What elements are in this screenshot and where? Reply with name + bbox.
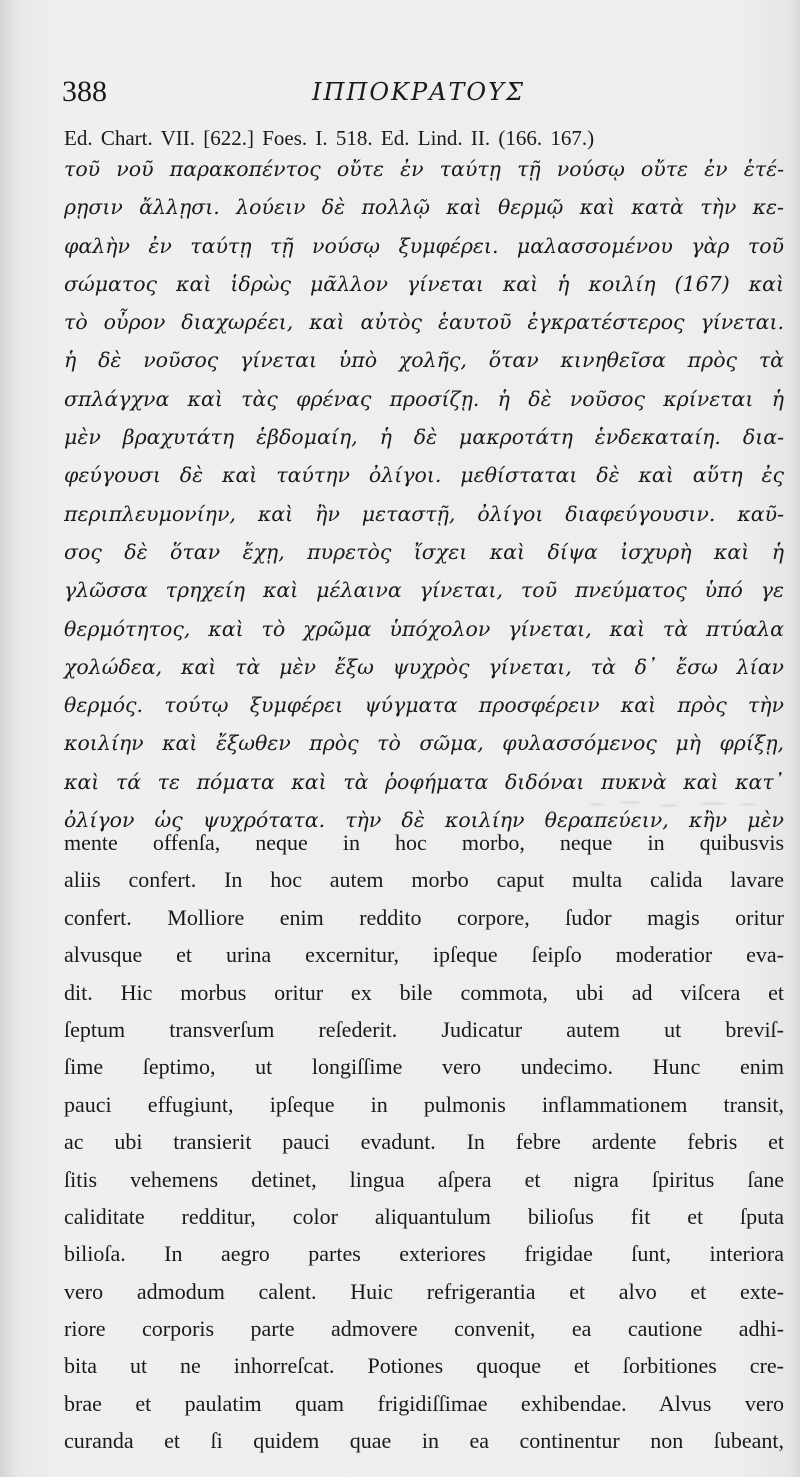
latin-line: ſeptum transverſum reſederit. Judicatur autem ut breviſ- [64, 1016, 784, 1042]
greek-line: τοῦ νοῦ παρακοπέντος οὔτε ἐν ταύτῃ τῇ νούσῳ οὔτε ἐν ἑτέ- [64, 157, 784, 181]
latin-line: mente offenſa, neque in hoc morbo, neque in quibusvis [64, 830, 784, 855]
latin-line: brae et paulatim quam frigidiſſimae exhibendae. Alvus vero [64, 1390, 784, 1416]
latin-line: aliis confert. In hoc autem morbo caput multa calida lavare [64, 867, 784, 893]
latin-line: ſime ſeptimo, ut longiſſime vero undecimo. Hunc enim [64, 1054, 784, 1080]
latin-line: alvusque et urina excernitur, ipſeque ſeipſo moderatior eva- [64, 942, 784, 968]
greek-line: μὲν βραχυτάτη ἑβδομαίη, ἡ δὲ μακροτάτη ἑνδεκαταίη. δια- [64, 425, 784, 450]
latin-line: curanda et ſi quidem quae in ea continentur non ſubeant, [64, 1428, 784, 1454]
latin-line: ac ubi transierit pauci evadunt. In febre ardente febris et [64, 1129, 784, 1155]
bleed-speck [590, 803, 604, 806]
greek-line: φαλὴν ἐν ταύτῃ τῇ νούσῳ ξυμφέρει. μαλασσομένου γὰρ τοῦ [64, 233, 784, 258]
running-title: ΙΠΠΟΚΡΑΤΟΥΣ [312, 78, 525, 106]
latin-translation-block [64, 824, 784, 1460]
latin-line: bita ut ne inhorreſcat. Potiones quoque et ſorbitiones cre- [64, 1353, 784, 1379]
bleed-speck [620, 801, 642, 804]
page-number: 388 [62, 75, 107, 108]
greek-line: ρῃσιν ἄλλῃσι. λούειν δὲ πολλῷ καὶ θερμῷ καὶ κατὰ τὴν κε- [64, 195, 784, 220]
greek-line: ἡ δὲ νοῦσος γίνεται ὑπὸ χολῆς, ὅταν κινηθεῖσα πρὸς τὰ [64, 348, 784, 373]
show-through-marks [580, 795, 770, 815]
latin-line: pauci effugiunt, ipſeque in pulmonis inflammationem transit, [64, 1091, 784, 1117]
latin-line: riore corporis parte admovere convenit, ea cautione adhi- [64, 1316, 784, 1342]
greek-line: θερμός. τούτῳ ξυμφέρει ψύγματα προσφέρειν καὶ πρὸς τὴν [64, 693, 784, 718]
bleed-speck [700, 802, 726, 805]
latin-line: confert. Molliore enim reddito corpore, ſudor magis oritur [64, 904, 784, 930]
latin-line: vero admodum calent. Huic refrigerantia et alvo et exte- [64, 1278, 784, 1304]
greek-line: κοιλίην καὶ ἔξωθεν πρὸς τὸ σῶμα, φυλασσόμενος μὴ φρίξῃ, [64, 731, 784, 756]
latin-line: dit. Hic morbus oritur ex bile commota, ubi ad viſcera et [64, 979, 784, 1005]
bleed-speck [740, 803, 756, 806]
latin-line: ſitis vehemens detinet, lingua aſpera et nigra ſpiritus ſane [64, 1166, 784, 1192]
bleed-speck [660, 804, 678, 807]
greek-line: χολώδεα, καὶ τὰ μὲν ἔξω ψυχρὸς γίνεται, τὰ δ᾽ ἔσω λίαν [64, 654, 784, 679]
greek-line: τὸ οὖρον διαχωρέει, καὶ αὐτὸς ἑαυτοῦ ἐγκρατέστερος γίνεται. [64, 310, 784, 335]
greek-line: φεύγουσι δὲ καὶ ταύτην ὀλίγοι. μεθίσταται δὲ καὶ αὕτη ἐς [64, 463, 784, 488]
greek-line: γλῶσσα τρηχείη καὶ μέλαινα γίνεται, τοῦ πνεύματος ὑπό γε [64, 578, 784, 603]
greek-line: σώματος καὶ ἱδρὼς μᾶλλον γίνεται καὶ ἡ κοιλίη (167) καὶ [64, 271, 784, 296]
greek-line: ὀλίγον ὡς ψυχρότατα. τὴν δὲ κοιλίην θεραπεύειν, κἢν μὲν [64, 808, 784, 833]
latin-line: caliditate redditur, color aliquantulum bilioſus fit et ſputa [64, 1203, 784, 1229]
greek-line: σος δὲ ὅταν ἔχῃ, πυρετὸς ἴσχει καὶ δίψα ἰσχυρὴ καὶ ἡ [64, 539, 784, 564]
greek-line: περιπλευμονίην, καὶ ἢν μεταστῇ, ὀλίγοι διαφεύγουσιν. καῦ- [64, 501, 784, 526]
running-head [62, 72, 762, 112]
greek-line: καὶ τά τε πόματα καὶ τὰ ῥοφήματα διδόναι πυκνὰ καὶ κατ᾽ [64, 769, 784, 794]
greek-text-block [64, 150, 784, 839]
edition-reference-line: Ed. Chart. VII. [622.] Foes. I. 518. Ed. Lind. II. (166. 167.) [64, 126, 595, 150]
latin-line: bilioſa. In aegro partes exteriores frigidae ſunt, interiora [64, 1241, 784, 1267]
greek-line: σπλάγχνα καὶ τὰς φρένας προσίζῃ. ἡ δὲ νοῦσος κρίνεται ἡ [64, 386, 784, 411]
greek-line: θερμότητος, καὶ τὸ χρῶμα ὑπόχολον γίνεται, καὶ τὰ πτύαλα [64, 616, 784, 641]
